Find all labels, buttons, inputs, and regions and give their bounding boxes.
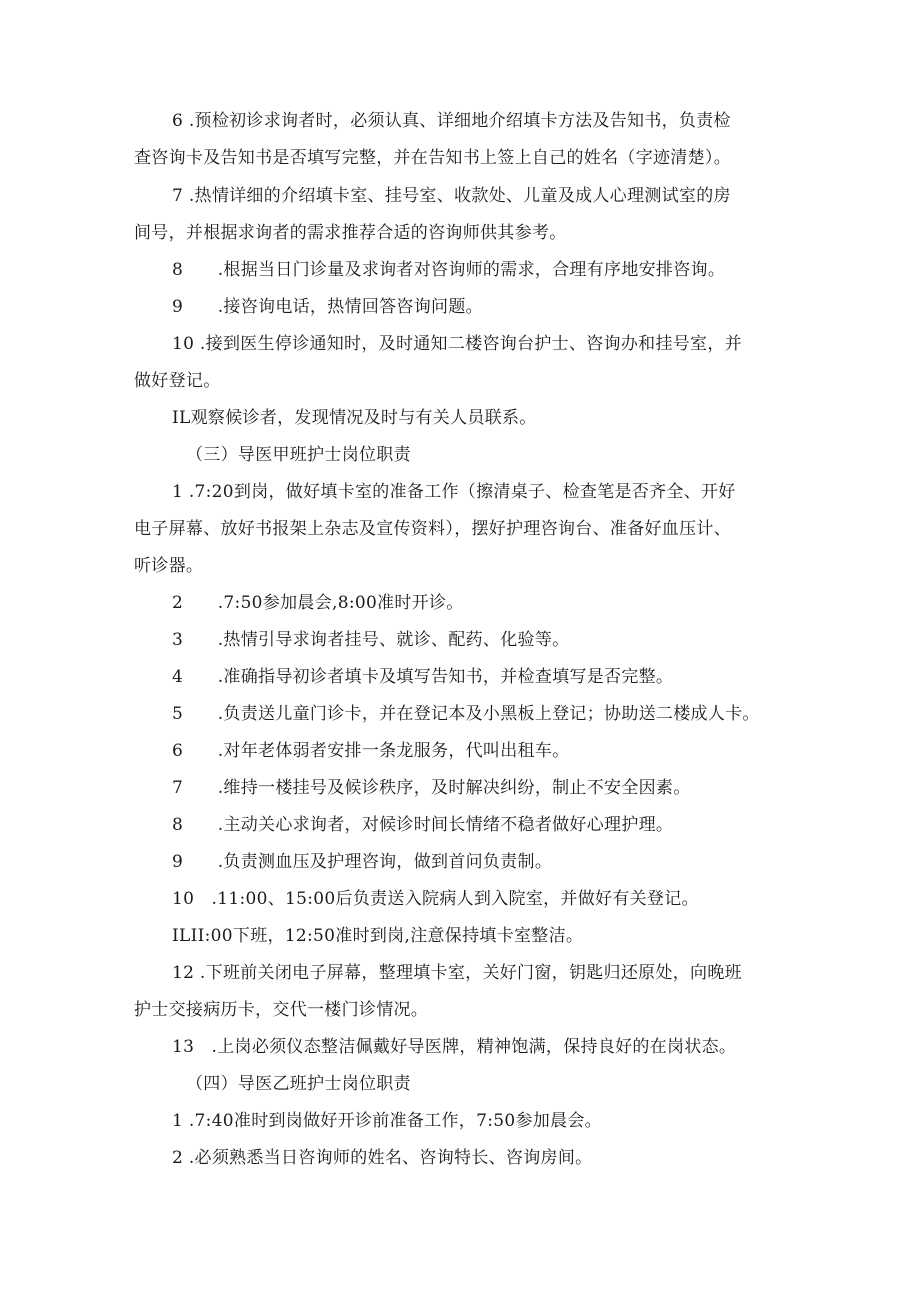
text-line: 5 .负责送儿童门诊卡，并在登记本及小黑板上登记；协助送二楼成人卡。: [172, 704, 760, 724]
text-line: 查咨询卡及告知书是否填写完整，并在告知书上签上自己的姓名（字迹清楚）。: [134, 148, 731, 168]
text-line: 8 .主动关心求询者，对候诊时间长情绪不稳者做好心理护理。: [172, 815, 674, 835]
text-line: 1 .7:20到岗，做好填卡室的准备工作（擦清桌子、检查笔是否齐全、开好: [172, 482, 736, 502]
text-line: 12 .下班前关闭电子屏幕，整理填卡室，关好门窗，钥匙归还原处，向晚班: [172, 963, 742, 983]
text-line: 护士交接病历卡，交代一楼门诊情况。: [134, 1000, 429, 1020]
text-line: 8 .根据当日门诊量及求询者对咨询师的需求，合理有序地安排咨询。: [172, 260, 726, 280]
text-line: 7 .热情详细的介绍填卡室、挂号室、收款处、儿童及成人心理测试室的房: [172, 186, 731, 206]
text-line: 2 .7:50参加晨会,8:00准时开诊。: [172, 593, 464, 613]
text-line: 9 .接咨询电话，热情回答咨询问题。: [172, 297, 483, 317]
text-line: 9 .负责测血压及护理咨询，做到首问负责制。: [172, 852, 553, 872]
section-heading: （三）导医甲班护士岗位职责: [186, 445, 411, 465]
text-line: 2 .必须熟悉当日咨询师的姓名、咨询特长、咨询房间。: [172, 1148, 593, 1168]
text-line: ILII:00下班，12:50准时到岗,注意保持填卡室整洁。: [172, 926, 584, 946]
text-line: 10 .接到医生停诊通知时，及时通知二楼咨询台护士、咨询办和挂号室，并: [172, 334, 742, 354]
text-line: 1 .7:40准时到岗做好开诊前准备工作，7:50参加晨会。: [172, 1111, 602, 1131]
text-line: 电子屏幕、放好书报架上杂志及宣传资料），摆好护理咨询台、准备好血压计、: [134, 519, 731, 539]
text-line: 6 .对年老体弱者安排一条龙服务，代叫出租车。: [172, 741, 570, 761]
text-line: 13 .上岗必须仪态整洁佩戴好导医牌，精神饱满，保持良好的在岗状态。: [172, 1037, 737, 1057]
text-line: 4 .准确指导初诊者填卡及填写告知书，并检查填写是否完整。: [172, 667, 674, 687]
text-line: 10 .11:00、15:00后负责送入院病人到入院室，并做好有关登记。: [172, 889, 699, 909]
text-line: 做好登记。: [134, 371, 221, 391]
text-line: 听诊器。: [134, 556, 204, 576]
text-line: 3 .热情引导求询者挂号、就诊、配药、化验等。: [172, 630, 570, 650]
section-heading: （四）导医乙班护士岗位职责: [186, 1074, 411, 1094]
text-line: IL观察候诊者，发现情况及时与有关人员联系。: [172, 408, 537, 428]
text-line: 7 .维持一楼挂号及候诊秩序，及时解决纠纷，制止不安全因素。: [172, 778, 691, 798]
text-line: 6 .预检初诊求询者时，必须认真、详细地介绍填卡方法及告知书，负责检: [172, 111, 731, 131]
text-line: 间号，并根据求询者的需求推荐合适的咨询师供其参考。: [134, 223, 567, 243]
